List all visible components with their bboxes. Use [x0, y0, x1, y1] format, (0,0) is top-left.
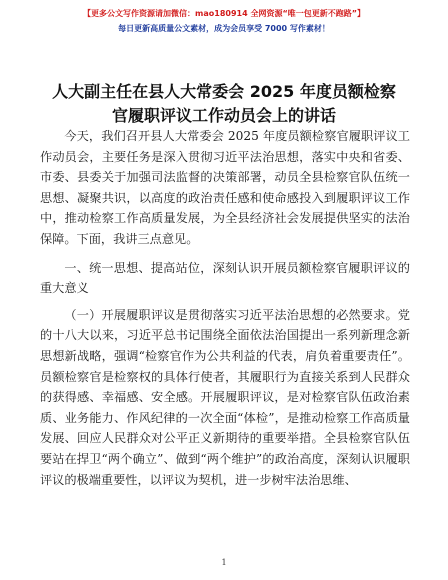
- page-number: 1: [221, 558, 227, 567]
- promo-banner-line-2: 每日更新高质量公文素材，成为会员享受 7000 写作素材！: [118, 24, 330, 33]
- section-heading-1: 一、统一思想、提高站位，深刻认识开展员额检察官履职评议的重大意义: [40, 260, 410, 296]
- document-body: [40, 126, 410, 490]
- opening-paragraph: 今天，我们召开县人大常委会 2025 年度员额检察官履职评议工作动员会，主要任务是深入贯彻习近平法治思想，落实中央和省委、市委、县委关于加强司法监督的决策部署，动员全县检察官队伍统一思想、凝聚共识，以高度的政治责任感和使命感投入到履职评议工作中，推动检察工作高质量发展，为全县经济社会发展提供坚实的法治保障。下面，我讲三点意见。: [40, 129, 410, 246]
- document-title-line-1: 人大副主任在县人大常委会 2025 年度员额检察: [52, 82, 396, 101]
- document-title: [36, 80, 412, 128]
- subsection-paragraph-1: （一）开展履职评议是贯彻落实习近平法治思想的必然要求。党的十八大以来，习近平总书记围绕全面依法治国提出一系列新理念新思想新战略，强调“检察官作为公共利益的代表，肩负着重要责任”。员额检察官是检察权的具体行使者，其履职行为直接关系到人民群众的获得感、幸福感、安全感。开展履职评议，是对检察官队伍政治素质、业务能力、作风纪律的一次全面“体检”，是推动检察工作高质量发展、回应人民群众对公平正义新期待的重要举措。全县检察官队伍要站在捍卫“两个确立”、做到“两个维护”的政治高度，深刻认识履职评议的极端重要性，以评议为契机，进一步树牢法治思维、: [40, 307, 410, 487]
- promo-banner-line-1: 【更多公文写作资源请加微信：mao180914 全网资源“唯一包更新不跑路”】: [83, 9, 365, 18]
- promo-banner: [0, 4, 448, 35]
- document-title-line-2: 官履职评议工作动员会上的讲话: [111, 106, 336, 125]
